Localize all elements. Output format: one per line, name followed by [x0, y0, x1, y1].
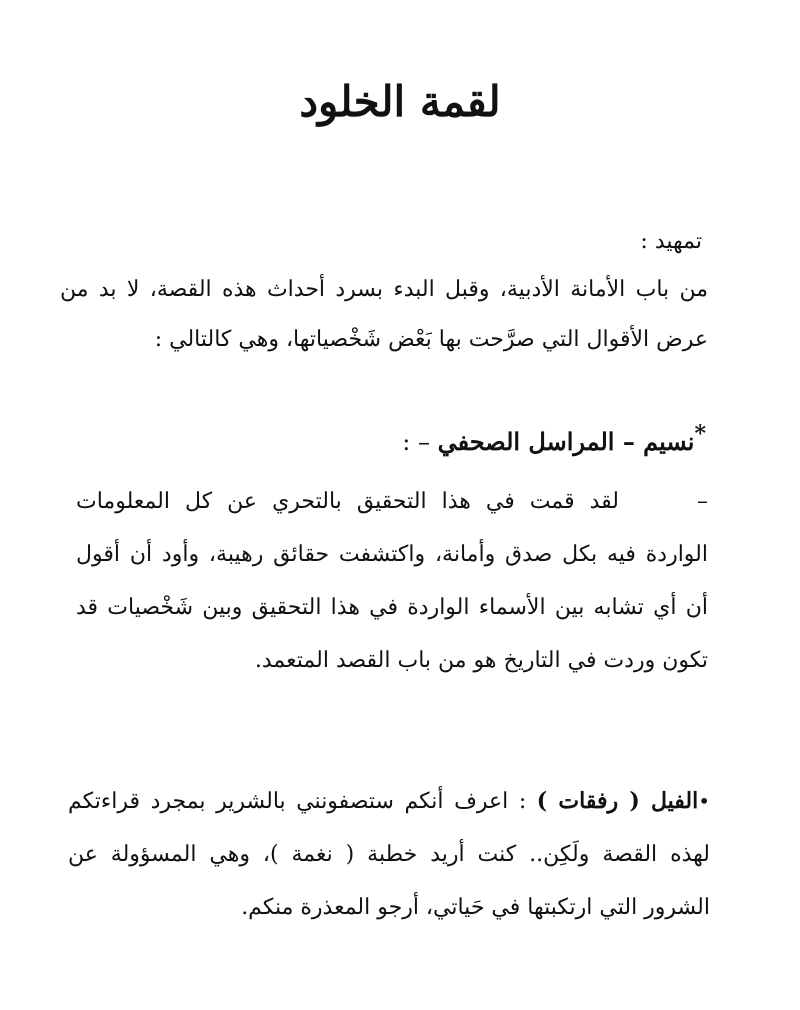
fil-paragraph	[68, 775, 710, 934]
page-title: لقمة الخلود	[299, 77, 501, 126]
intro-paragraph: من باب الأمانة الأدبية، وقبل البدء بسرد أحداث هذه القصة، لا بد من عرض الأقوال التي صرَّحت بها بَعْض شَخْصياتها، وهي كالتالي :	[60, 277, 708, 352]
dash-marker: –	[697, 489, 708, 514]
nasim-paragraph	[76, 475, 708, 687]
asterisk-marker: *	[694, 421, 706, 447]
intro-heading: تمهيد :	[640, 229, 702, 254]
nasim-heading	[402, 420, 706, 464]
fil-text: : اعرف أنكم ستصفونني بالشرير بمجرد قراءتكم لهذه القصة ولَكِن.. كنت أريد خطبة ( نغمة )، وهي المسؤولة عن الشرور التي ارتكبتها في حَياتي، أرجو المعذرة منكم.	[68, 789, 710, 920]
bullet-icon: •	[698, 789, 710, 813]
nasim-name: نسيم – المراسل الصحفي	[437, 427, 695, 456]
fil-name: الفيل ( رفقات )	[536, 788, 699, 814]
nasim-heading-tail: – :	[402, 428, 438, 456]
nasim-text: لقد قمت في هذا التحقيق بالتحري عن كل المعلومات الواردة فيه بكل صدق وأمانة، واكتشفت حقائق رهيبة، وأود أن أقول أن أي تشابه بين الأسماء الواردة في هذا التحقيق وبين شَخْصيات قد تكون وردت في التاريخ هو من باب القصد المتعمد.	[76, 489, 708, 673]
